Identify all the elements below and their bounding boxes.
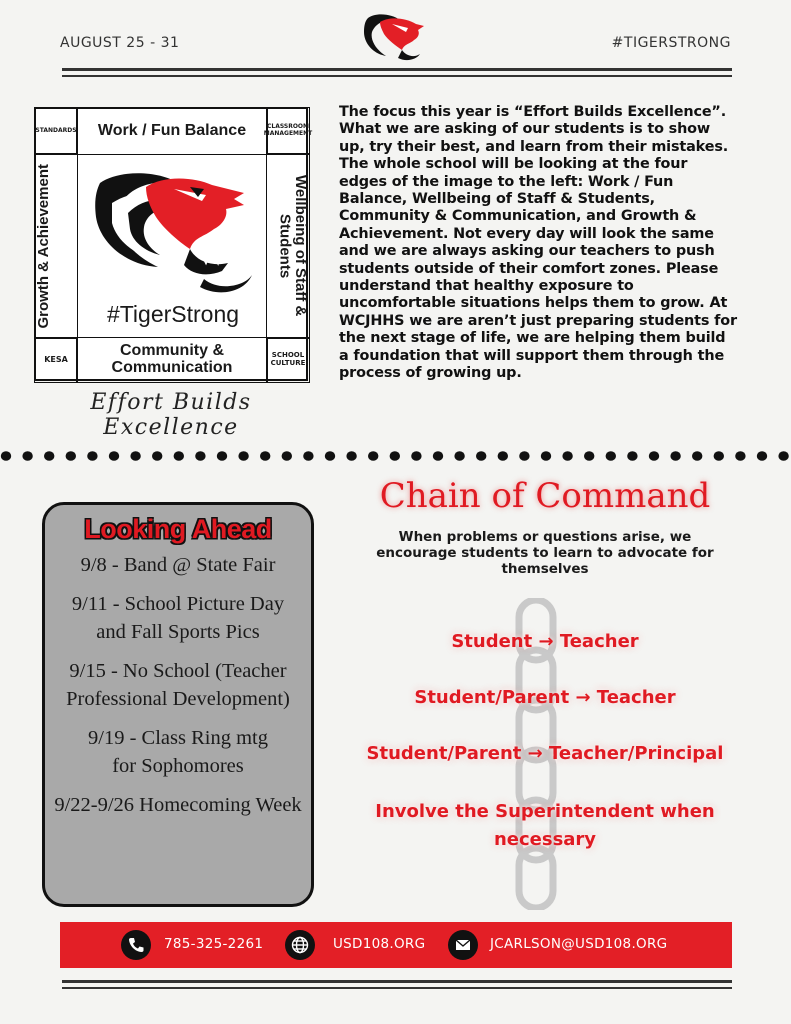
divider-dot — [735, 451, 745, 461]
chain-of-command-title: Chain of Command — [379, 476, 711, 516]
event-item: 9/11 - School Picture Day and Fall Sports Pics — [71, 592, 285, 643]
footer-rule-top — [62, 980, 732, 983]
chain-step-4: Involve the Superintendent when necessary — [375, 801, 715, 850]
divider-dot — [44, 451, 54, 461]
divider-dot — [714, 451, 724, 461]
contact-footer — [60, 922, 732, 968]
divider-dot — [649, 451, 659, 461]
corner-standards-label: STANDARDS — [35, 126, 77, 134]
framework-graphic — [34, 107, 313, 381]
chain-step-3: Student/Parent → Teacher/Principal — [366, 743, 724, 764]
work-fun-balance-label: Work / Fun Balance — [97, 121, 247, 139]
looking-ahead-title: Looking Ahead — [84, 514, 272, 544]
motto-script: Effort Builds Excellence — [90, 390, 252, 440]
divider-dot — [390, 451, 400, 461]
divider-dot — [238, 451, 248, 461]
divider-dot — [498, 451, 508, 461]
growth-achievement-label: Growth & Achievement — [35, 163, 52, 329]
chain-step-1: Student → Teacher — [451, 631, 639, 652]
footer-email[interactable]: JCARLSON@USD108.ORG — [490, 936, 668, 952]
footer-rule-bottom — [62, 987, 732, 989]
divider-dot — [541, 451, 551, 461]
header-rule-bottom — [62, 75, 732, 77]
chain-of-command-subtitle: When problems or questions arise, we encourage students to learn to advocate for themselves — [376, 529, 714, 577]
framework-corner-school-culture — [266, 337, 310, 383]
framework-bottom-edge — [76, 337, 268, 383]
divider-dot — [778, 451, 788, 461]
header-hashtag: #TIGERSTRONG — [611, 35, 731, 51]
dotted-divider — [0, 449, 791, 463]
divider-dot — [87, 451, 97, 461]
divider-dot — [627, 451, 637, 461]
tigerstrong-hashtag: #TigerStrong — [106, 301, 240, 327]
event-item: 9/19 - Class Ring mtg for Sophomores — [88, 726, 268, 777]
footer-phone[interactable]: 785-325-2261 — [164, 936, 264, 952]
divider-dot — [217, 451, 227, 461]
header-rule-top — [62, 68, 732, 71]
focus-paragraph: The focus this year is “Effort Builds Excellence”. What we are asking of our students is to show up, try their best, and learn from their mistakes. The whole school will be looking at the four edges of the image to the left: Work / Fun Balance, Wellbeing of Staff & Students, Community & Communication, and Growth & Achievement. Not every day will look the same and we are always asking our teachers to push students outside of their comfort zones. Please understand that healthy exposure to uncomfortable situations helps them to grow. At WCJHHS we are aren’t just preparing students for the next stage of life, we are helping them build a foundation that will support them through the process of growing up. — [339, 104, 737, 382]
divider-dot — [562, 451, 572, 461]
divider-dot — [606, 451, 616, 461]
divider-dot — [109, 451, 119, 461]
mail-icon — [448, 930, 478, 960]
divider-dot — [195, 451, 205, 461]
divider-dot — [1, 451, 11, 461]
divider-dot — [757, 451, 767, 461]
looking-ahead-box — [42, 502, 314, 907]
divider-dot — [519, 451, 529, 461]
wellbeing-label: Wellbeing of Staff & Students — [276, 175, 309, 317]
event-item: 9/15 - No School (Teacher Professional Development) — [66, 659, 290, 710]
tiger-head-logo-icon — [362, 10, 428, 64]
divider-dot — [476, 451, 486, 461]
divider-dot — [66, 451, 76, 461]
phone-icon — [121, 930, 151, 960]
divider-dot — [692, 451, 702, 461]
framework-corner-kesa — [34, 337, 78, 383]
divider-dot — [670, 451, 680, 461]
framework-right-edge — [266, 153, 310, 339]
divider-dot — [368, 451, 378, 461]
corner-classroom-label: CLASSROOM MANAGEMENT — [263, 123, 313, 137]
divider-dot — [22, 451, 32, 461]
header-date-range: AUGUST 25 - 31 — [60, 35, 180, 51]
community-communication-label: Community & Communication — [111, 342, 233, 376]
framework-corner-standards — [34, 107, 78, 155]
divider-dot — [433, 451, 443, 461]
event-item: 9/22-9/26 Homecoming Week — [54, 793, 302, 816]
looking-ahead-list — [45, 551, 311, 819]
event-item: 9/8 - Band @ State Fair — [80, 554, 276, 576]
divider-dot — [130, 451, 140, 461]
corner-kesa-label: KESA — [44, 354, 68, 364]
footer-website[interactable]: USD108.ORG — [333, 936, 426, 952]
corner-school-culture-label: SCHOOL CULTURE — [270, 351, 306, 367]
framework-top-edge — [76, 107, 268, 155]
framework-corner-classroom-management — [263, 107, 313, 155]
divider-dot — [152, 451, 162, 461]
divider-dot — [325, 451, 335, 461]
divider-dot — [174, 451, 184, 461]
chain-step-2: Student/Parent → Teacher — [414, 687, 676, 708]
divider-dot — [260, 451, 270, 461]
divider-dot — [411, 451, 421, 461]
divider-dot — [282, 451, 292, 461]
divider-dot — [454, 451, 464, 461]
divider-dot — [303, 451, 313, 461]
framework-left-edge — [34, 153, 78, 339]
divider-dot — [584, 451, 594, 461]
tiger-mascot-icon — [94, 167, 254, 297]
globe-icon — [285, 930, 315, 960]
divider-dot — [346, 451, 356, 461]
